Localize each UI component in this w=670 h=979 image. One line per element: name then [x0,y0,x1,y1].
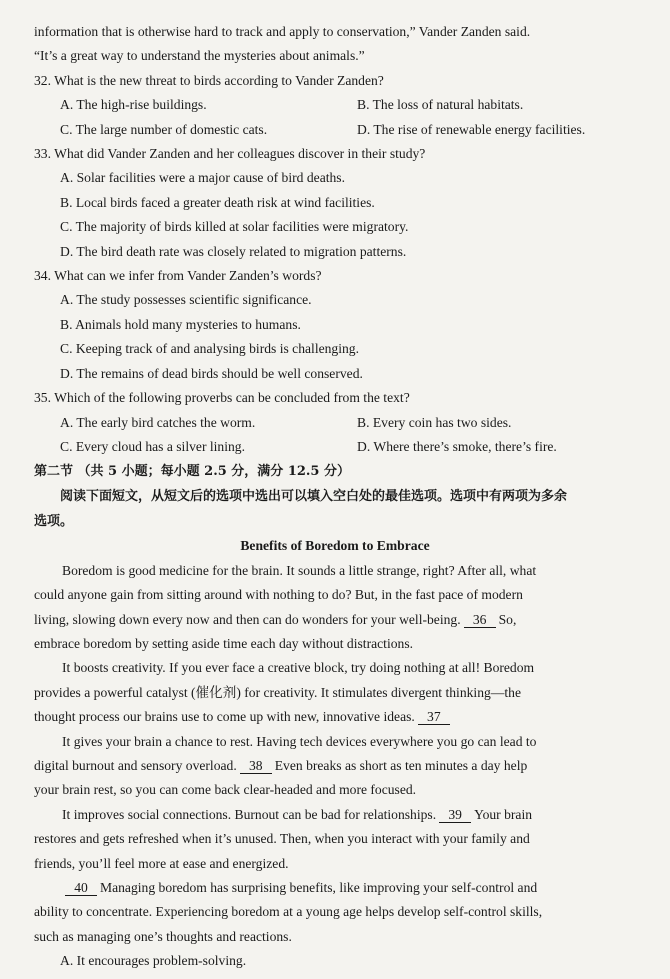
option-row [34,118,648,142]
passage-paragraph [34,730,648,803]
paragraph-line [34,754,648,778]
paragraph-line [34,608,648,632]
paragraph-line: could anyone gain from sitting around with nothing to do? But, in the fast pace of modern [34,587,523,603]
line-text: Your brain [474,806,533,822]
option-d: D. The remains of dead birds should be well conserved. [60,365,363,381]
paragraph-line: ability to concentrate. Experiencing boredom at a young age helps develop self-control skills, [34,904,543,920]
paragraph-line: provides a powerful catalyst (催化剂) for creativity. It stimulates divergent thinking—the [34,684,521,700]
paragraph-line [34,705,648,729]
option-c: C. The majority of birds killed at solar facilities were migratory. [60,219,409,235]
section-instruction-continued: 选项。 [34,514,74,530]
option-a: A. Solar facilities were a major cause of bird deaths. [60,170,345,186]
paragraph-line [34,876,648,900]
paragraph-line: such as managing one’s thoughts and reactions. [34,928,292,944]
option-c: C. The large number of domestic cats. [60,121,268,137]
line-text: digital burnout and sensory overload. [34,757,237,773]
passage-title: Benefits of Boredom to Embrace [240,538,430,554]
passage-paragraph [34,803,648,876]
intro-line: “It’s a great way to understand the mysteries about animals.” [34,48,365,64]
section-heading: 第二节 （共 5 小题；每小题 2.5 分，满分 12.5 分） [34,464,351,480]
paragraph-line: friends, you’ll feel more at ease and energized. [34,855,289,871]
line-text: living, slowing down every now and then can do wonders for your well-being. [34,611,461,627]
option-a: A. The high-rise buildings. [60,97,207,113]
line-text: Managing boredom has surprising benefits, like improving your self-control and [100,880,538,895]
question-stem: 35. Which of the following proverbs can be concluded from the text? [34,390,410,406]
paragraph-line: embrace boredom by setting aside time each day without distractions. [34,635,414,651]
question-stem: 34. What can we infer from Vander Zanden’s words? [34,268,322,284]
option-d: D. Where there’s smoke, there’s fire. [357,438,557,454]
paragraph-line: restores and gets refreshed when it’s unused. Then, when you interact with your family and [34,831,530,847]
line-text: So, [498,611,517,627]
answer-option-a: A. It encourages problem-solving. [60,953,247,969]
blank-36[interactable]: 36 [464,612,496,628]
section-instruction: 阅读下面短文，从短文后的选项中选出可以填入空白处的最佳选项。选项中有两项为多余 [60,489,568,505]
option-b: B. Every coin has two sides. [357,414,512,430]
option-d: D. The rise of renewable energy facilities. [357,121,586,137]
option-b: B. The loss of natural habitats. [357,97,524,113]
option-a: A. The early bird catches the worm. [60,414,256,430]
question-stem: 32. What is the new threat to birds according to Vander Zanden? [34,72,384,88]
option-d: D. The bird death rate was closely related to migration patterns. [60,243,407,259]
intro-line: information that is otherwise hard to track and apply to conservation,” Vander Zanden said. [34,24,531,39]
passage-paragraph [34,656,648,729]
blank-39[interactable]: 39 [439,807,471,823]
paragraph-line: It boosts creativity. If you ever face a creative block, try doing nothing at all! Boredom [62,660,535,676]
option-b: B. Animals hold many mysteries to humans. [60,316,301,332]
passage-paragraph [34,876,648,949]
paragraph-line: your brain rest, so you can come back clear-headed and more focused. [34,782,417,798]
option-c: C. Keeping track of and analysing birds is challenging. [60,341,359,357]
option-a: A. The study possesses scientific significance. [60,292,312,308]
option-row [34,411,648,435]
option-c: C. Every cloud has a silver lining. [60,438,245,454]
passage-paragraph [34,559,648,657]
option-row [34,93,648,117]
line-text: thought process our brains use to come up with new, innovative ideas. [34,709,415,725]
blank-40[interactable]: 40 [65,880,97,896]
blank-37[interactable]: 37 [418,709,450,725]
paragraph-line [34,803,648,827]
line-text: It improves social connections. Burnout can be bad for relationships. [62,806,437,822]
option-b: B. Local birds faced a greater death risk at wind facilities. [60,194,375,210]
paragraph-line: Boredom is good medicine for the brain. It sounds a little strange, right? After all, what [62,562,537,578]
question-stem: 33. What did Vander Zanden and her colleagues discover in their study? [34,146,426,162]
option-row [34,435,648,459]
line-text: Even breaks as short as ten minutes a day help [274,757,528,773]
blank-38[interactable]: 38 [240,758,272,774]
paragraph-line: It gives your brain a chance to rest. Having tech devices everywhere you go can lead to [62,733,537,749]
